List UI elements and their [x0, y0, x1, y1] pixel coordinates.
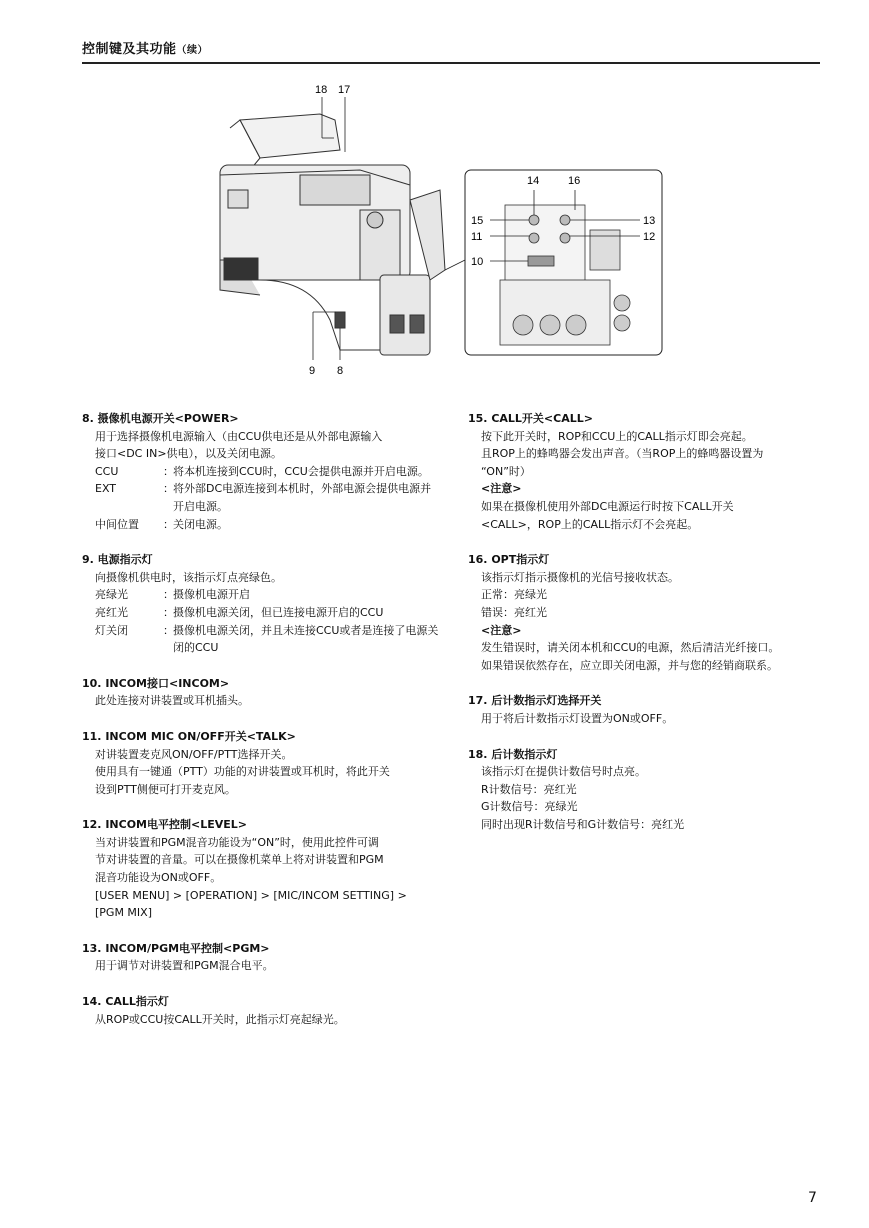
definition-term: EXT	[95, 482, 117, 496]
definition-row: CCU ： 将本机连接到CCU时，CCU会提供电源并开启电源。	[95, 463, 442, 481]
feature-title: 10. INCOM接口<INCOM>	[82, 676, 230, 690]
feature-text-line: R计数信号：亮红光	[481, 782, 577, 796]
feature-text-line: 对讲装置麦克风ON/OFF/PTT选择开关。	[95, 747, 293, 761]
callout-8: 8	[337, 365, 344, 377]
definition-row: 灯关闭 ： 摄像机电源关闭，并且未连接CCU或者是连接了电源关闭的CCU	[95, 622, 442, 657]
feature-item	[82, 816, 442, 922]
feature-text-line: 发生错误时，请关闭本机和CCU的电源，然后清洁光纤接口。	[481, 641, 780, 655]
feature-text-line: 当对讲装置和PGM混音功能设为“ON”时，使用此控件可调	[95, 835, 379, 849]
callout-17: 17	[338, 84, 351, 96]
definition-row: EXT ： 将外部DC电源连接到本机时，外部电源会提供电源并开启电源。	[95, 480, 442, 515]
feature-text-line: <CALL>，ROP上的CALL指示灯不会亮起。	[481, 517, 699, 531]
feature-title: 17. 后计数指示灯选择开关	[468, 694, 602, 708]
definition-value: 摄像机电源关闭，但已连接电源开启的CCU	[173, 605, 384, 619]
feature-text-line: 该指示灯指示摄像机的光信号接收状态。	[481, 570, 679, 584]
feature-text-line: [USER MENU] > [OPERATION] > [MIC/INCOM SETTING] >	[95, 888, 407, 902]
feature-text-line: 节对讲装置的音量。可以在摄像机菜单上将对讲装置和PGM	[95, 853, 384, 867]
definition-row: 中间位置 ： 关闭电源。	[95, 516, 442, 534]
feature-title: 18. 后计数指示灯	[468, 747, 558, 761]
feature-item	[82, 940, 442, 975]
right-column	[468, 410, 828, 851]
callout-15: 15	[471, 215, 484, 227]
definition-value: 摄像机电源关闭，并且未连接CCU或者是连接了电源关闭的CCU	[173, 623, 439, 655]
feature-title: 12. INCOM电平控制<LEVEL>	[82, 818, 247, 832]
feature-item	[468, 410, 828, 533]
definition-term: 亮红光	[95, 605, 128, 619]
feature-text-line: 接口<DC IN>供电），以及关闭电源。	[95, 447, 283, 461]
definition-value: 摄像机电源开启	[173, 588, 250, 602]
feature-text-line: 按下此开关时，ROP和CCU上的CALL指示灯即会亮起。	[481, 429, 753, 443]
feature-item	[468, 551, 828, 674]
definition-term: CCU	[95, 464, 119, 478]
definition-row: 亮红光 ： 摄像机电源关闭，但已连接电源开启的CCU	[95, 604, 442, 622]
feature-text-line: 且ROP上的蜂鸣器会发出声音。（当ROP上的蜂鸣器设置为	[481, 447, 764, 461]
feature-text-line: [PGM MIX]	[95, 906, 152, 920]
page-title: 控制键及其功能	[82, 42, 177, 57]
feature-item	[82, 551, 442, 657]
left-column	[82, 410, 442, 1046]
page-header	[82, 38, 820, 64]
feature-text-line: 错误：亮红光	[481, 605, 547, 619]
callout-14: 14	[527, 175, 540, 187]
feature-text-line: 向摄像机供电时，该指示灯点亮绿色。	[95, 570, 282, 584]
definition-value: 将本机连接到CCU时，CCU会提供电源并开启电源。	[173, 464, 429, 478]
feature-text-line: 使用具有一键通（PTT）功能的对讲装置或耳机时，将此开关	[95, 765, 390, 779]
page-number: 7	[808, 1190, 817, 1206]
definition-term: 灯关闭	[95, 623, 128, 637]
callout-10: 10	[471, 256, 484, 268]
feature-text-line: 从ROP或CCU按CALL开关时，此指示灯亮起绿光。	[95, 1012, 345, 1026]
feature-text-line: 如果在摄像机使用外部DC电源运行时按下CALL开关	[481, 499, 734, 513]
feature-item	[82, 993, 442, 1028]
feature-text-line: 正常：亮绿光	[481, 588, 547, 602]
feature-title: 8. 摄像机电源开关<POWER>	[82, 412, 239, 425]
feature-text-line: 如果错误依然存在，应立即关闭电源，并与您的经销商联系。	[481, 658, 778, 672]
callout-18: 18	[315, 84, 328, 96]
feature-text-line: 此处连接对讲装置或耳机插头。	[95, 694, 249, 708]
definition-term: 亮绿光	[95, 588, 128, 602]
feature-title: 14. CALL指示灯	[82, 995, 169, 1009]
feature-text-line: G计数信号：亮绿光	[481, 800, 578, 814]
definition-row: 亮绿光 ： 摄像机电源开启	[95, 586, 442, 604]
feature-text-line: “ON”时）	[481, 464, 531, 478]
feature-text-line: 用于将后计数指示灯设置为ON或OFF。	[481, 711, 674, 725]
camera-illustration	[200, 80, 700, 380]
inset-panel	[465, 170, 662, 355]
feature-title: 13. INCOM/PGM电平控制<PGM>	[82, 941, 270, 955]
callout-9: 9	[309, 365, 316, 377]
feature-title: 11. INCOM MIC ON/OFF开关<TALK>	[82, 729, 296, 743]
definition-value: 将外部DC电源连接到本机时，外部电源会提供电源并开启电源。	[173, 482, 432, 513]
feature-item	[82, 675, 442, 710]
note-label: <注意>	[481, 623, 522, 637]
feature-text-line: 同时出现R计数信号和G计数信号：亮红光	[481, 817, 685, 831]
feature-text-line: 用于调节对讲装置和PGM混合电平。	[95, 959, 274, 973]
callout-11: 11	[471, 231, 483, 243]
feature-text-line: 混音功能设为ON或OFF。	[95, 871, 222, 885]
feature-text-line: 设到PTT侧便可打开麦克风。	[95, 782, 236, 796]
definition-term: 中间位置	[95, 517, 139, 531]
callout-12: 12	[643, 231, 656, 243]
feature-item	[468, 746, 828, 834]
note-label: <注意>	[481, 482, 522, 496]
feature-item	[82, 728, 442, 798]
feature-item	[82, 410, 442, 533]
feature-text-line: 该指示灯在提供计数信号时点亮。	[481, 765, 646, 779]
page-subtitle: （续）	[176, 45, 209, 56]
callout-13: 13	[643, 215, 656, 227]
feature-title: 15. CALL开关<CALL>	[468, 412, 593, 425]
feature-text-line: 用于选择摄像机电源输入（由CCU供电还是从外部电源输入	[95, 429, 383, 443]
callout-16: 16	[568, 175, 581, 187]
feature-title: 16. OPT指示灯	[468, 553, 550, 567]
definition-value: 关闭电源。	[173, 517, 228, 531]
feature-title: 9. 电源指示灯	[82, 553, 153, 567]
feature-item	[468, 692, 828, 727]
